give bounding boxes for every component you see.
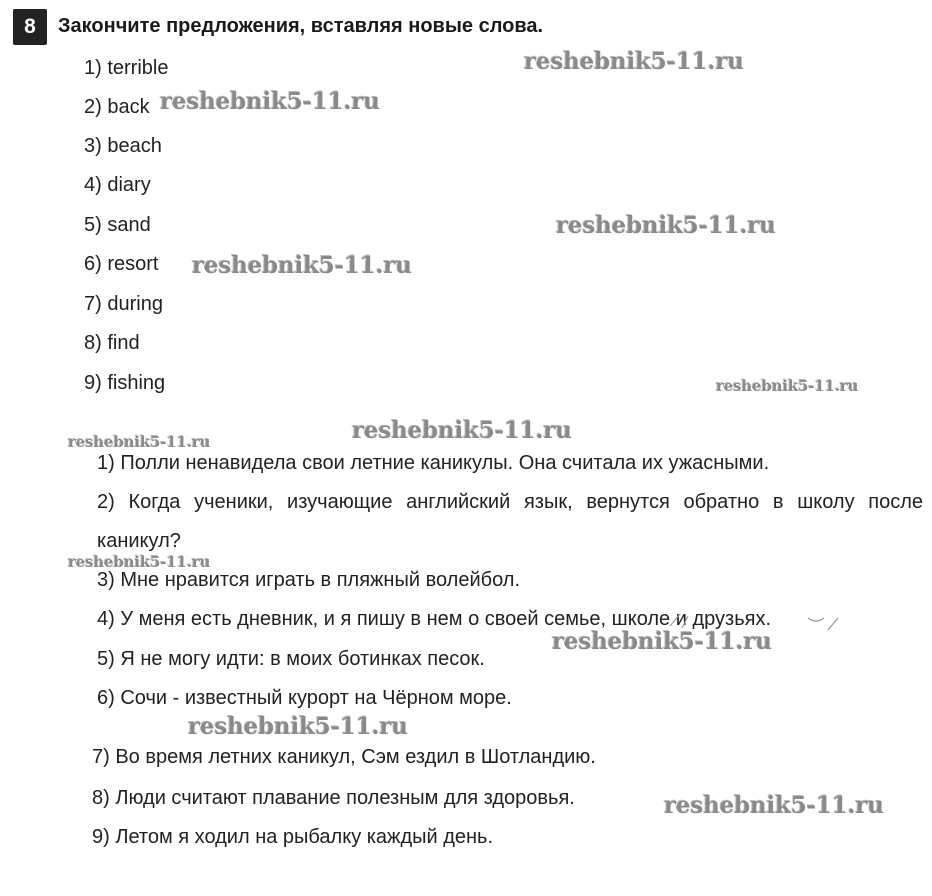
sentence-item: 5) Я не могу идти: в моих ботинках песок. (97, 648, 485, 670)
word-item: 6) resort (84, 253, 159, 275)
sentence-item: 4) У меня есть дневник, и я пишу в нем о своей семье, школе и друзьях. (97, 608, 771, 630)
exercise-instruction: Закончите предложения, вставляя новые слова. (58, 15, 544, 37)
watermark-text: reshebnik5-11.ru (160, 88, 380, 115)
sentence-item: 3) Мне нравится играть в пляжный волейбол. (97, 569, 520, 591)
watermark-text: reshebnik5-11.ru (524, 48, 744, 75)
exercise-number-badge: 8 (13, 9, 47, 45)
sentence-item: 8) Люди считают плавание полезным для здоровья. (92, 787, 575, 809)
sentence-item: 9) Летом я ходил на рыбалку каждый день. (92, 826, 494, 848)
word-item: 5) sand (84, 214, 151, 236)
sentence-item: 7) Во время летних каникул, Сэм ездил в Шотландию. (92, 746, 596, 768)
watermark-text: reshebnik5-11.ru (188, 713, 408, 740)
watermark-text: reshebnik5-11.ru (192, 252, 412, 279)
sentence-item: 2) Когда ученики, изучающие английский язык, вернутся обратно в школу после каникул? (97, 491, 923, 552)
sentence-item: 1) Полли ненавидела свои летние каникулы. Она считала их ужасными. (97, 452, 770, 474)
watermark-text: reshebnik5-11.ru (716, 377, 859, 395)
word-item: 8) find (84, 332, 140, 354)
sentence-item: 6) Сочи - известный курорт на Чёрном море. (97, 687, 512, 709)
watermark-text: reshebnik5-11.ru (352, 417, 572, 444)
word-item: 3) beach (84, 135, 162, 157)
watermark-text: reshebnik5-11.ru (68, 553, 211, 571)
word-item: 7) during (84, 293, 163, 315)
watermark-text: reshebnik5-11.ru (552, 628, 772, 655)
watermark-text: reshebnik5-11.ru (68, 433, 211, 451)
word-item: 4) diary (84, 174, 151, 196)
word-item: 9) fishing (84, 372, 166, 394)
watermark-text: reshebnik5-11.ru (664, 792, 884, 819)
word-item: 1) terrible (84, 57, 169, 79)
word-item: 2) back (84, 96, 150, 118)
watermark-text: reshebnik5-11.ru (556, 212, 776, 239)
